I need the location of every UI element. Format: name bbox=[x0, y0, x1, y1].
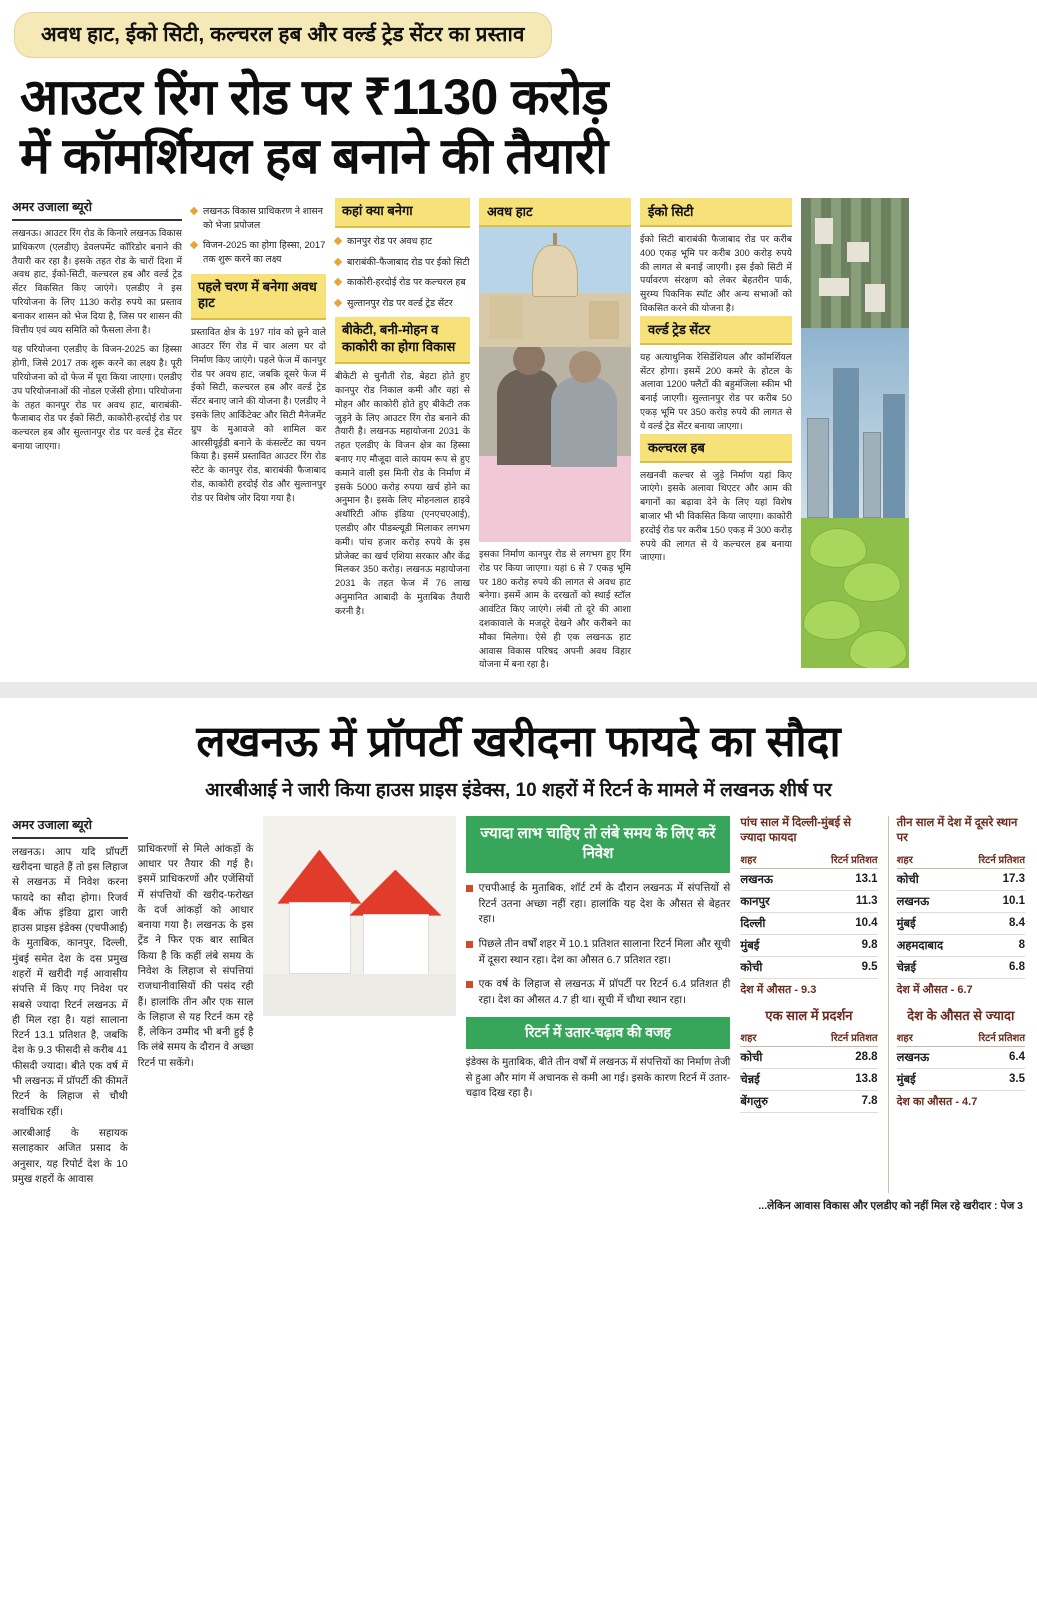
top-article bbox=[0, 0, 1037, 672]
photo-cultural-hub-mango-leaves bbox=[801, 518, 909, 668]
cell-city: अहमदाबाद bbox=[897, 934, 961, 956]
cell-city: मुंबई bbox=[897, 1068, 950, 1090]
bottom-col-5-table1 bbox=[740, 816, 877, 1194]
cell-city: कानपुर bbox=[740, 890, 797, 912]
cell-return: 11.3 bbox=[797, 890, 878, 912]
table-row bbox=[897, 1046, 1025, 1068]
col-city: शहर bbox=[897, 850, 961, 869]
bottom-col-4-greenbox bbox=[466, 816, 731, 1194]
top-col5-text-eco: ईको सिटी बाराबंकी फैजाबाद रोड पर करीब 400 एकड़ भूमि पर करीब 300 करोड़ रुपये की लागत से बनाई जाएगी। इस ईको सिटी में पर्यावरण संरक्षण को लेकर बेहतरीन पार्क, सुरम्य पिकनिक स्पॉट और अन्य सभाओं को विकसित करने की योजना है। bbox=[640, 234, 792, 313]
cell-return: 9.8 bbox=[797, 934, 878, 956]
table-row bbox=[897, 890, 1025, 912]
cell-average: देश में औसत - 6.7 bbox=[897, 978, 1025, 1000]
top-col-2 bbox=[191, 198, 326, 672]
list-item: बाराबंकी-फैजाबाद रोड पर ईको सिटी bbox=[335, 255, 470, 269]
top-lead bbox=[12, 227, 182, 454]
bottom-headline: लखनऊ में प्रॉपर्टी खरीदना फायदे का सौदा bbox=[196, 718, 841, 767]
building-shape bbox=[865, 284, 885, 312]
cell-return: 28.8 bbox=[792, 1046, 878, 1068]
caption-eco-city: ईको सिटी bbox=[640, 198, 792, 227]
list-item: एचपीआई के मुताबिक, शॉर्ट टर्म के दौरान लखनऊ में संपत्तियों से रिटर्न उतना अच्छा नहीं रहा। हालांकि यह देश के औसत से बेहतर रहा। bbox=[466, 881, 731, 928]
top-col-4 bbox=[479, 198, 631, 672]
table-one-year-performance-left bbox=[740, 1028, 877, 1113]
cell-city: लखनऊ bbox=[897, 890, 961, 912]
dome-shape bbox=[532, 245, 578, 297]
table-one-year-performance-right bbox=[897, 1028, 1025, 1112]
bottom-article bbox=[0, 698, 1037, 1213]
table-header-row bbox=[740, 1028, 877, 1047]
photo-model-houses bbox=[263, 816, 455, 1016]
cell-return: 3.5 bbox=[950, 1068, 1026, 1090]
bottom-col1-p2: आरबीआई के सहायक सलाहकार अजित प्रसाद के अनुसार, यह रिपोर्ट देश के 10 प्रमुख शहरों के आवास bbox=[12, 1127, 128, 1185]
top-columns bbox=[0, 190, 1037, 672]
top-headline-line1: आउटर रिंग रोड पर ₹1130 करोड़ bbox=[20, 69, 609, 125]
top-headline bbox=[0, 58, 1037, 190]
cell-return: 13.8 bbox=[792, 1068, 878, 1090]
table-row bbox=[740, 1068, 877, 1090]
table-average-row bbox=[897, 1090, 1025, 1112]
table-row bbox=[740, 890, 877, 912]
greenbox-subtext: इंडेक्स के मुताबिक, बीते तीन वर्षों में लखनऊ में संपत्तियों का निर्माण तेजी से हुआ और मांग में अचानक से कमी आ गई। इसके कारण रिटर्न में उतार-चढ़ाव दिख रहा है। bbox=[465, 1057, 731, 1099]
cell-return: 9.5 bbox=[797, 956, 878, 978]
photo-chikan-artisans bbox=[479, 347, 631, 542]
col-return: रिटर्न प्रतिशत bbox=[792, 1028, 878, 1047]
table3-banner-line1: एक साल में प्रदर्शन bbox=[765, 1007, 853, 1023]
building-shape bbox=[847, 242, 869, 262]
house-shape bbox=[363, 914, 429, 976]
bottom-col-3-photo bbox=[263, 816, 455, 1194]
building-shape bbox=[815, 218, 833, 244]
col-city: शहर bbox=[740, 850, 797, 869]
top-col3-text: बीकेटी से चुनौती रोड, बेहटा होते हुए कानपुर रोड निकाल कमी और वहां से मोहन और काकोरी होते हुए बीकेटी तक जुड़ने के लिए आउटर रिंग रोड बनाने की तैयारी है। लखनऊ महायोजना 2031 के तहत एलडीए के विजन क्षेत्र का हिस्सा बनाए गए मौजूदा वाले कायम रूप से हुए कमाने वाली इस मिनी रोड के निर्माण में इसके 5000 करोड़ रुपया खर्च होने का अनुमान है। इसके लिए मोहनलाल हाइवे अथॉरिटी ऑफ इंडिया (एनएचएआई), एलडीए और पीडब्ल्यूडी मिलाकर लगभग कमी। पांच हजार करोड़ रुपये के इस प्रोजेक्ट का खर्च एशिया सरकार और केंद्र मिलकर 350 करोड़। लखनऊ महायोजना 2031 के तहत फेज में 76 लाख अनुमानित आबादी के मुताबिक तैयारी करनी है। bbox=[335, 371, 470, 616]
cell-city: बेंगलुरु bbox=[740, 1090, 791, 1112]
top-kicker: अवध हाट, ईको सिटी, कल्चरल हब और वर्ल्ड ट्रेड सेंटर का प्रस्ताव bbox=[14, 12, 552, 58]
table1-title: पांच साल में दिल्ली-मुंबई से ज्यादा फायदा bbox=[740, 816, 852, 845]
table-row bbox=[897, 1068, 1025, 1090]
col-return: रिटर्न प्रतिशत bbox=[950, 1028, 1026, 1047]
list-item: लखनऊ विकास प्राधिकरण ने शासन को भेजा प्रपोजल bbox=[191, 204, 326, 231]
table-three-year-returns bbox=[897, 850, 1025, 1000]
house-shape bbox=[289, 902, 351, 974]
top-headline-line2: में कॉमर्शियल हब बनाने की तैयारी bbox=[20, 128, 608, 184]
subhead-bkt-development: बीकेटी, बनी-मोहन व काकोरी का होगा विकास bbox=[335, 317, 470, 364]
tower-shape bbox=[863, 432, 881, 518]
top-bullet-list-2 bbox=[335, 234, 470, 310]
bottom-col1-text bbox=[12, 845, 128, 1188]
top-col-1 bbox=[12, 198, 182, 672]
top-col-6-photos bbox=[801, 198, 909, 672]
col-return: रिटर्न प्रतिशत bbox=[961, 850, 1025, 869]
table-row bbox=[740, 868, 877, 890]
tower-shape bbox=[883, 394, 905, 518]
table-row bbox=[897, 912, 1025, 934]
leaf-shape bbox=[803, 600, 861, 640]
top-col-3 bbox=[335, 198, 470, 672]
cell-city: चेन्नई bbox=[740, 1068, 791, 1090]
col-city: शहर bbox=[897, 1028, 950, 1047]
table-five-year-returns bbox=[740, 850, 877, 1000]
table-row bbox=[897, 934, 1025, 956]
top-col-5 bbox=[640, 198, 792, 672]
artisan-left-shape bbox=[497, 369, 559, 465]
caption-awadh-haat: अवध हाट bbox=[479, 198, 631, 227]
leaf-shape bbox=[843, 562, 901, 602]
bottom-columns bbox=[0, 812, 1037, 1194]
bottom-col2-text: प्राधिकरणों से मिले आंकड़ों के आधार पर तैयार की गई है। इसमें प्राधिकरणों और एजेंसियों में संपत्तियों की खरीद-फरोख्त के दर्ज आंकड़ों को आधार बनाया गया है। लखनऊ के इस ट्रेंड ने फिर एक बार साबित किया है कि कहीं लंबे समय के निवेश के लिहाज से संपत्तियां राजधानीवासियों की पसंद रही हैं। हालांकि तीन और एक साल के लिहाज से यह रिटर्न कम रहे हैं, लेकिन उम्मीद भी बनी हुई है कि लंबे समय के दौरान वे अच्छा रिटर्न पा सकेंगे। bbox=[137, 843, 254, 1069]
cloth-shape bbox=[479, 456, 631, 542]
cell-return: 8.4 bbox=[961, 912, 1025, 934]
top-lead-p2: यह परियोजना एलडीए के विजन-2025 का हिस्सा होगी, जिसे 2017 तक शुरू करने का लक्ष्य है। पूरी परियोजना को दो फेज में पूरा किया जाएगा। एलडीए उप परियोजनाओं की नोडल एजेंसी होगा। परियोजना के तहत कानपुर रोड पर अवध हाट, बाराबंकी-फैजाबाद रोड पर ईको सिटी, काकोरी-हरदोई रोड पर कल्चरल हब और सुल्तानपुर रोड पर वर्ल्ड ट्रेड सेंटर बनाया जाएगा। bbox=[12, 344, 182, 451]
cell-city: लखनऊ bbox=[897, 1046, 950, 1068]
cell-city: लखनऊ bbox=[740, 868, 797, 890]
tower-shape bbox=[833, 368, 859, 518]
cell-city: कोची bbox=[897, 868, 961, 890]
table3-banner-line2: देश के औसत से ज्यादा bbox=[907, 1007, 1015, 1023]
list-item: काकोरी-हरदोई रोड पर कल्चरल हब bbox=[335, 275, 470, 289]
cell-return: 10.1 bbox=[961, 890, 1025, 912]
table-header-row bbox=[740, 850, 877, 869]
caption-world-trade-center: वर्ल्ड ट्रेड सेंटर bbox=[640, 316, 792, 345]
list-item: एक वर्ष के लिहाज से लखनऊ में प्रॉपर्टी पर रिटर्न 6.4 प्रतिशत ही रहा। देश का औसत 4.7 ही था। सूची में चौथा स्थान रहा। bbox=[466, 977, 731, 1008]
kicker-row bbox=[0, 0, 1037, 58]
table-average-row bbox=[740, 978, 877, 1000]
bottom-col-1 bbox=[12, 816, 128, 1194]
cell-average: देश का औसत - 4.7 bbox=[897, 1090, 1025, 1112]
list-item: विजन-2025 का होगा हिस्सा, 2017 तक शुरू करने का लक्ष्य bbox=[191, 238, 326, 265]
wing-right-shape bbox=[589, 301, 619, 339]
list-item: पिछले तीन वर्षों शहर में 10.1 प्रतिशत सालाना रिटर्न मिला और सूची में दूसरा स्थान रहा। देश का औसत 6.7 प्रतिशत रहा। bbox=[466, 937, 731, 968]
table-row bbox=[897, 956, 1025, 978]
table-average-row bbox=[897, 978, 1025, 1000]
greenbox-title: ज्यादा लाभ चाहिए तो लंबे समय के लिए करें निवेश bbox=[466, 816, 731, 874]
list-item: सुल्तानपुर रोड पर वर्ल्ड ट्रेड सेंटर bbox=[335, 296, 470, 310]
cell-city: मुंबई bbox=[740, 934, 797, 956]
bottom-col-6-table2 bbox=[888, 816, 1025, 1194]
cell-return: 13.1 bbox=[797, 868, 878, 890]
cell-return: 6.8 bbox=[961, 956, 1025, 978]
caption-cultural-hub: कल्चरल हब bbox=[640, 434, 792, 463]
table-header-row bbox=[897, 1028, 1025, 1047]
footer-note: ...लेकिन आवास विकास और एलडीए को नहीं मिल रहे खरीदार : पेज 3 bbox=[758, 1200, 1023, 1213]
col-return: रिटर्न प्रतिशत bbox=[797, 850, 878, 869]
artisan-right-shape bbox=[551, 377, 617, 467]
col-city: शहर bbox=[740, 1028, 791, 1047]
leaf-shape bbox=[849, 630, 907, 668]
top-col5-text-wtc: यह अत्याधुनिक रेसिडेंशियल और कॉमर्शियल सेंटर होगा। इसमें 200 कमरे के होटल के अलावा 1200 फ्लैटों की बहुमंजिला स्कीम भी बनाई जाएगी। सुल्तानपुर रोड पर करीब 50 एकड़ भूमि पर 350 करोड़ रुपये की लागत से ये वर्ल्ड ट्रेड सेंटर बनाया जाएगा। bbox=[640, 351, 792, 431]
cell-average: देश में औसत - 9.3 bbox=[740, 978, 877, 1000]
wing-left-shape bbox=[489, 295, 523, 339]
top-col5-text-hub: लखनवी कल्चर से जुड़े निर्माण यहां किए जाएंगे। इसके अलावा थिएटर और आम की बगानों का बढ़ावा देने के लिए यहां विशेष बाजार भी भी विकसित किया जाएगा। काकोरी हरदोई रोड पर करीब 150 एकड़ में 300 करोड़ रुपये की लागत से ये कल्चरल हब बनाया जाएगा। bbox=[640, 469, 792, 563]
bottom-col-2 bbox=[138, 816, 254, 1194]
building-shape bbox=[819, 278, 849, 296]
top-lead-p1: लखनऊ। आउटर रिंग रोड के किनारे लखनऊ विकास प्राधिकरण (एलडीए) डेवलपमेंट कॉरिडोर बनाने की तैयारी कर रहा है। इसके तहत रोड के चारों दिशा में अवध हाट, ईको-सिटी, कल्चरल हब और वर्ल्ड ट्रेड सेंटर विकसित किए जाएंगे। एलडीए ने इस परियोजना के लिए 1130 करोड़ रुपये का प्रस्ताव बनाकर शासन को भेज दिया है, जिस पर शासन की वित्तीय एवं व्यय समिति को फैसला लेना है। bbox=[12, 228, 182, 335]
ground-shape bbox=[263, 974, 455, 1016]
cell-city: दिल्ली bbox=[740, 912, 797, 934]
bottom-subhead: आरबीआई ने जारी किया हाउस प्राइस इंडेक्स, 10 शहरों में रिटर्न के मामले में लखनऊ शीर्ष पर bbox=[205, 779, 832, 801]
roof-shape bbox=[277, 850, 361, 904]
subhead-where-what: कहां क्या बनेगा bbox=[335, 198, 470, 228]
bottom-col1-p1: लखनऊ। आप यदि प्रॉपर्टी खरीदना चाहते हैं तो इस लिहाज से लखनऊ में निवेश करना फायदे का सौदा होगा। रिजर्व बैंक ऑफ इंडिया द्वारा जारी हाउस प्राइस इंडेक्स (एचपीआई) के मुताबिक, कानपुर, दिल्ली, मुंबई समेत देश के दस प्रमुख शहरों में खरीदी गई आवासीय संपत्ति में किए गए निवेश पर सबसे ज्यादा रिटर्न लखनऊ में ही मिल रहा है। यहां सालाना रिटर्न 13.1 प्रतिशत है, जबकि देश के 9.3 फीसदी से करीब 41 फीसदी ज्यादा। बीते एक वर्ष में भी लखनऊ में प्रॉपर्टी की कीमतें रिटर्न के लिहाज से चौथी सर्वाधिक रहीं। bbox=[12, 846, 128, 1118]
leaf-shape bbox=[809, 528, 867, 568]
table-row bbox=[897, 868, 1025, 890]
cell-return: 8 bbox=[961, 934, 1025, 956]
cell-city: चेन्नई bbox=[897, 956, 961, 978]
top-bullet-list-1 bbox=[191, 204, 326, 266]
cell-city: मुंबई bbox=[897, 912, 961, 934]
tower-shape bbox=[807, 418, 829, 518]
photo-world-trade-center-towers bbox=[801, 328, 909, 518]
greenbox-bullets bbox=[466, 881, 731, 1008]
cell-return: 10.4 bbox=[797, 912, 878, 934]
roof-shape bbox=[349, 870, 441, 916]
cell-city: कोची bbox=[740, 1046, 791, 1068]
photo-eco-city-aerial bbox=[801, 198, 909, 328]
cell-city: कोची bbox=[740, 956, 797, 978]
photo-awadh-haat-building bbox=[479, 227, 631, 347]
list-item: कानपुर रोड पर अवध हाट bbox=[335, 234, 470, 248]
section-divider bbox=[0, 682, 1037, 698]
top-col2-text: प्रस्तावित क्षेत्र के 197 गांव को छूने वाले आउटर रिंग रोड में चार अलग घर दो निर्माण किए जाएंगे। पहले फेज में कानपुर रोड पर अवध हाट, जबकि दूसरे फेज में ईको सिटी, कल्चरल हब और वर्ल्ड ट्रेड सेंटर बनाए जाने की योजना है। एलडीए ने इसके लिए आर्किटेक्ट और सिटी मैनेजमेंट ग्रुप के मुआवजे को शामिल कर आरसीयूईडी बनाने के कंसल्टेंट का चयन किया है। इसमें प्रस्तावित आउटर रिंग रोड स्टेट के कानपुर रोड, बाराबंकी फैजाबाद रोड, काकोरी हरदोई रोड और सुल्तानपुर रोड पर विशेष जोर दिया गया है। bbox=[191, 327, 326, 503]
table-row bbox=[740, 956, 877, 978]
table-header-row bbox=[897, 850, 1025, 869]
subhead-phase-one: पहले चरण में बनेगा अवध हाट bbox=[191, 274, 326, 321]
greenbox-subtitle: रिटर्न में उतार-चढ़ाव की वजह bbox=[466, 1017, 731, 1049]
table2-title: तीन साल में देश में दूसरे स्थान पर bbox=[896, 816, 1018, 845]
table-row bbox=[740, 934, 877, 956]
table-row bbox=[740, 912, 877, 934]
cell-return: 17.3 bbox=[961, 868, 1025, 890]
cell-return: 6.4 bbox=[950, 1046, 1026, 1068]
top-col4-text: इसका निर्माण कानपुर रोड से लगभग हुए रिंग रोड पर किया जाएगा। यहां 6 से 7 एकड़ भूमि पर 180 करोड़ रुपये की लागत से अवध हाट बनेगा। इसमें आम के दरखतों को स्थाई स्टॉल आवंटित किए जाएंगे। लंबी तो दूरे की आशा दशकावाले के मजदूरे देखने और करीबने का मौका मिलेगा। ऐसे ही एक लखनऊ हाट आवास विकास परिषद अपनी अवध विहार योजना में बना रहा है। bbox=[479, 549, 631, 670]
table-row bbox=[740, 1090, 877, 1112]
table-row bbox=[740, 1046, 877, 1068]
bottom-byline: अमर उजाला ब्यूरो bbox=[12, 816, 128, 839]
cell-return: 7.8 bbox=[792, 1090, 878, 1112]
top-byline: अमर उजाला ब्यूरो bbox=[12, 198, 182, 221]
